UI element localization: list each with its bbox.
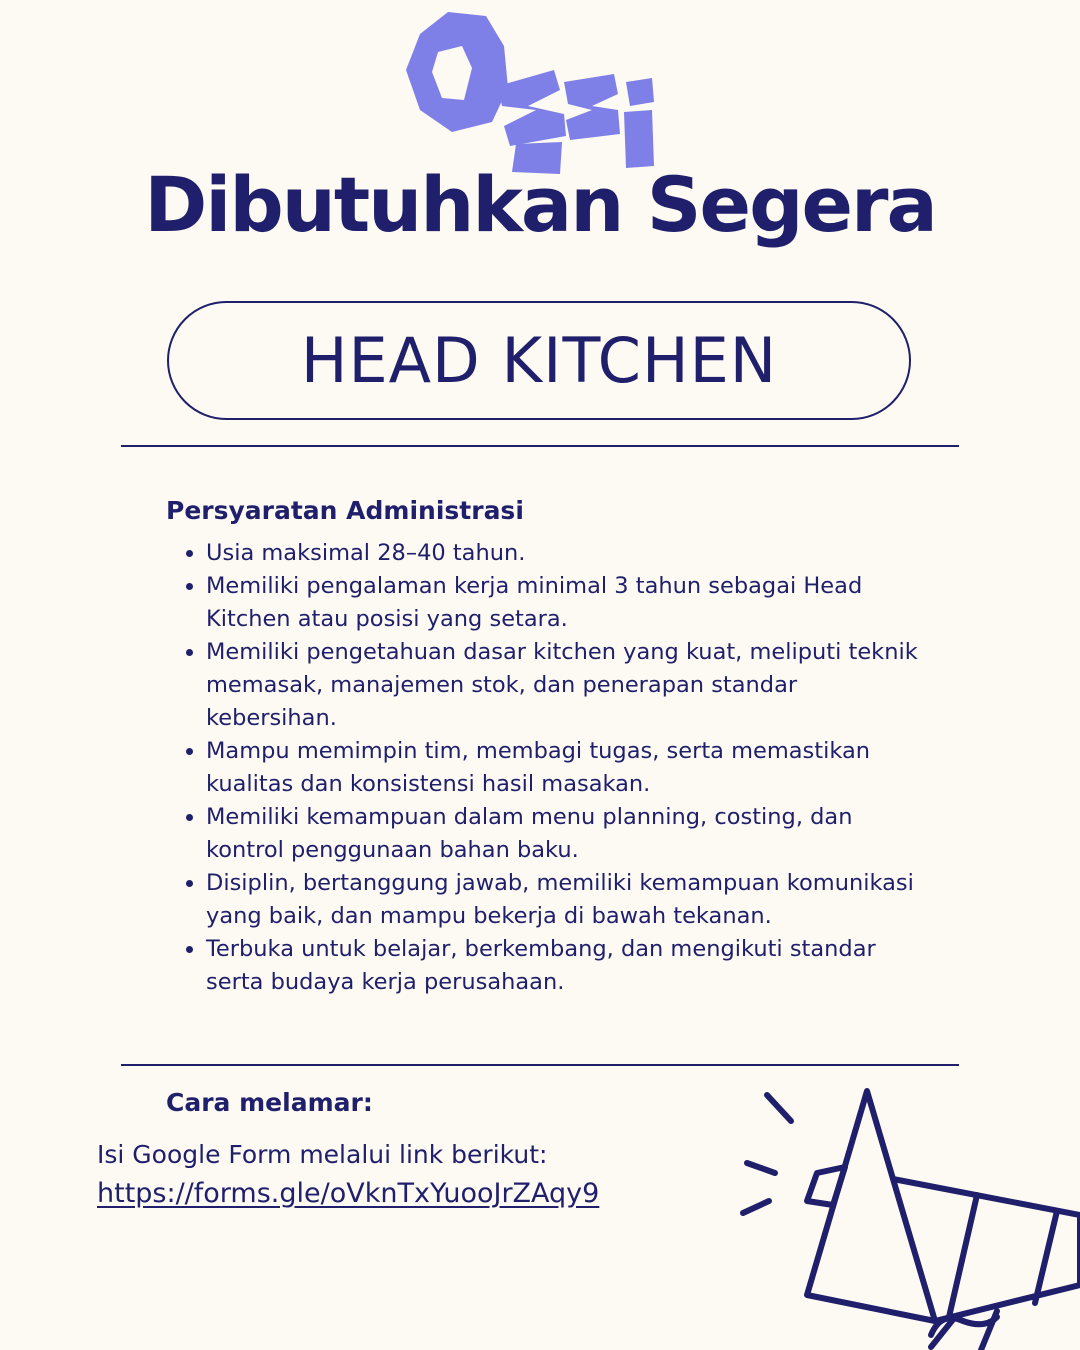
- requirement-item: • Terbuka untuk belajar, berkembang, dan mengikuti standar serta budaya kerja perusahaan.: [206, 933, 926, 999]
- requirement-item: • Disiplin, bertanggung jawab, memiliki kemampuan komunikasi yang baik, dan mampu bekerja di bawah tekanan.: [206, 867, 926, 933]
- divider-bottom: [121, 1064, 959, 1066]
- headline: Dibutuhkan Segera: [144, 160, 936, 249]
- ozzi-logo: [400, 6, 665, 174]
- apply-title: Cara melamar:: [166, 1088, 373, 1117]
- requirement-item: • Usia maksimal 28–40 tahun.: [206, 537, 926, 570]
- google-form-link[interactable]: https://forms.gle/oVknTxYuooJrZAqy9: [97, 1178, 600, 1209]
- megaphone-icon: [735, 1085, 1080, 1350]
- requirement-item: • Mampu memimpin tim, membagi tugas, serta memastikan kualitas dan konsistensi hasil masakan.: [206, 735, 926, 801]
- requirement-item: • Memiliki pengetahuan dasar kitchen yang kuat, meliputi teknik memasak, manajemen stok, dan penerapan standar kebersihan.: [206, 636, 926, 735]
- requirement-item: • Memiliki pengalaman kerja minimal 3 tahun sebagai Head Kitchen atau posisi yang setara.: [206, 570, 926, 636]
- requirement-item: • Memiliki kemampuan dalam menu planning, costing, dan kontrol penggunaan bahan baku.: [206, 801, 926, 867]
- apply-instructions: Isi Google Form melalui link berikut:: [97, 1140, 548, 1169]
- position-title: HEAD KITCHEN: [300, 324, 778, 397]
- divider-top: [121, 445, 959, 447]
- requirements-title: Persyaratan Administrasi: [166, 496, 524, 525]
- requirements-list: [166, 537, 926, 999]
- position-badge: [167, 301, 911, 420]
